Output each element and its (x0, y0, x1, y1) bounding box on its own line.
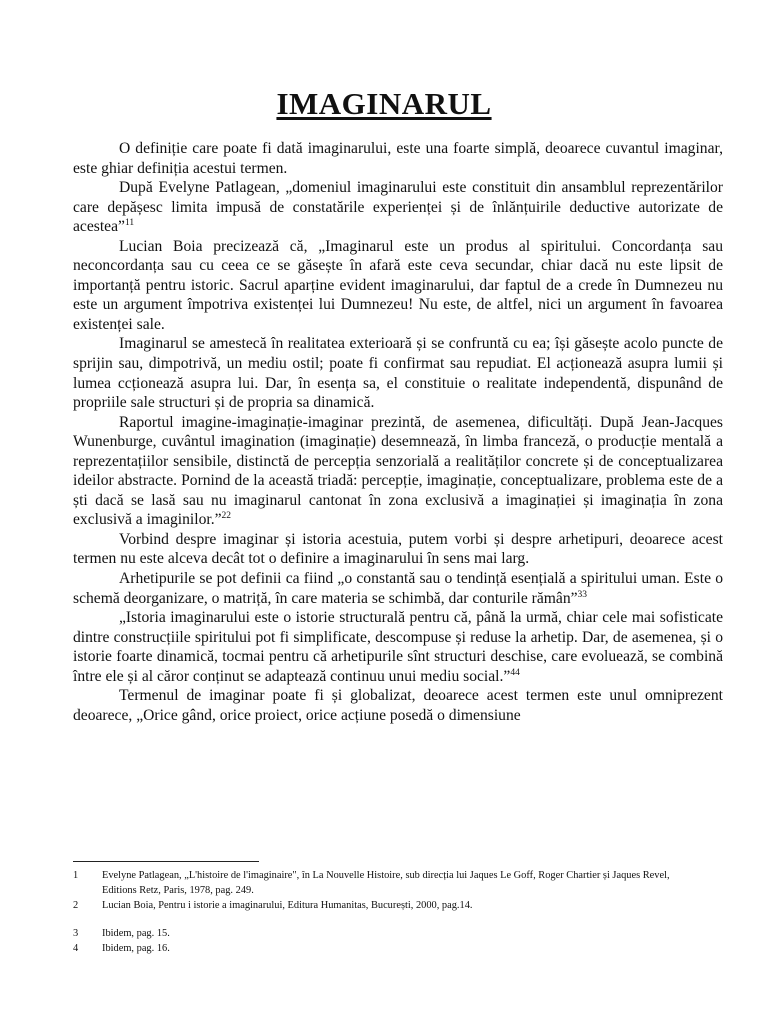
footnotes-block-b (73, 926, 703, 956)
paragraph-1 (73, 139, 723, 178)
paragraph-text: După Evelyne Patlagean, „domeniul imaginarului este constituit din ansamblul reprezentărilor care depășesc limita impusă de constatările experienței și de înlănțuirile deductive autorizate de acestea” (73, 179, 723, 236)
footnote-number: 1 (73, 870, 79, 881)
footnote-number: 4 (73, 943, 79, 954)
footnote-ref: 44 (510, 667, 520, 678)
footnote-2 (73, 898, 703, 913)
footnote-number: 3 (73, 928, 79, 939)
footnote-separator (73, 861, 259, 862)
paragraph-text: O definiție care poate fi dată imaginarului, este una foarte simplă, deoarece cuvantul imaginar, este ghiar definiția acestui termen. (73, 140, 723, 177)
paragraph-text: Vorbind despre imaginar și istoria acestuia, putem vorbi și despre arhetipuri, deoarece acest termen nu este alceva decât tot o definire a imaginarului în sens mai larg. (73, 530, 723, 568)
paragraph-text: Imaginarul se amestecă în realitatea exterioară și se confruntă cu ea; își găsește acolo puncte de sprijin sau, dimpotrivă, un mediu ostil; poate fi confirmat sau repudiat. El acționează asupra lumii și lumea ccționează asupra lui. Dar, în esența sa, el constituie o realitate independentă, dispunând de propriile sale structuri și de propria sa dinamică. (73, 335, 723, 412)
paragraph-4 (73, 334, 723, 412)
paragraph-text: Termenul de imaginar poate fi și globalizat, deoarece acest termen este unul omniprezent deoarece, „Orice gând, orice proiect, orice acțiune posedă o dimensiune (73, 687, 723, 724)
page-title: IMAGINARUL (276, 86, 492, 121)
paragraph-6 (73, 530, 723, 569)
footnotes-block-a (73, 868, 703, 913)
footnote-text: Ibidem, pag. 15. (102, 928, 170, 939)
paragraph-7 (73, 569, 723, 608)
paragraph-8 (73, 608, 723, 686)
paragraph-2 (73, 178, 723, 237)
footnote-number: 2 (73, 900, 79, 911)
footnote-ref: 22 (221, 511, 232, 522)
footnote-text: Ibidem, pag. 16. (102, 943, 170, 954)
footnote-ref: 11 (124, 218, 135, 228)
paragraph-text: Raportul imagine-imaginație-imaginar prezintă, de asemenea, dificultăți. După Jean-Jacques Wunenburge, cuvântul imagination (imaginație) desemnează, în limba franceză, o producție mentală a reprezentațiilor sensibile, distinctă de percepția senzorială a realităților concrete și de conceptualizarea ideilor abstracte. Pornind de la această triadă: percepție, imaginație, conceptualizare, problema este de a ști dacă se lasă sau nu imaginarul cantonat în zona exclusivă a imaginației și imaginația în zona exclusivă a imaginilor.” (73, 413, 723, 529)
paragraph-text: Lucian Boia precizează că, „Imaginarul este un produs al spiritului. Concordanța sau neconcordanța sau cu ceea ce se găsește în afară este ceva secundar, chiar dacă nu este lipsit de importanță pentru istoric. Sacrul aparține evident imaginarului, dar faptul de a crede în Dumnezeu nu este un argument împotriva existenței lui Dumnezeu! Nu este, de altfel, nici un argument în favoarea existenței sale. (73, 237, 723, 333)
footnote-1 (73, 868, 703, 898)
footnote-text: Lucian Boia, Pentru i istorie a imaginarului, Editura Humanitas, București, 2000, pag.14. (102, 900, 473, 911)
paragraph-5 (73, 413, 723, 530)
paragraph-text: „Istoria imaginarului este o istorie structurală pentru că, până la urmă, chiar cele mai sofisticate dintre construcțiile spiritului pot fi simplificate, descompuse și reduse la arhetip. Dar, de asemenea, și o istorie foarte dinamică, tocmai pentru că arhetipurile sînt structuri deschise, care evoluează, se combină între ele și al căror conținut se adaptează continuu unui mediu social.” (73, 609, 723, 685)
body-text (73, 139, 723, 725)
footnote-text: Evelyne Patlagean, „L'histoire de l'imaginaire", în La Nouvelle Histoire, sub direcția lui Jaques Le Goff, Roger Chartier și Jaques Revel, Editions Retz, Paris, 1978, pag. 249. (102, 870, 670, 896)
footnote-ref: 33 (577, 589, 588, 600)
paragraph-text: Arhetipurile se pot definii ca fiind „o constantă sau o tendință esențială a spiritului uman. Este o schemă deorganizare, o matriță, în care materia se schimbă, dar conturile rămân” (73, 570, 723, 607)
footnote-3 (73, 926, 703, 941)
paragraph-9 (73, 686, 723, 725)
footnote-4 (73, 941, 703, 956)
paragraph-3 (73, 237, 723, 335)
